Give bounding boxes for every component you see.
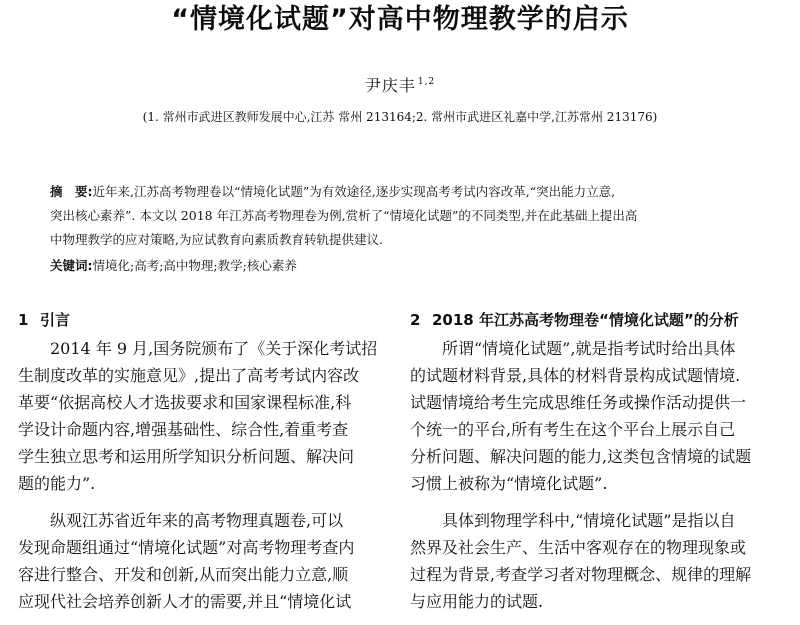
paper-title: “情境化试题”对高中物理教学的启示 <box>171 4 629 35</box>
author-name: 尹庆丰 <box>364 76 416 95</box>
author-superscript: 1,2 <box>417 77 436 87</box>
text-line: 题的能力”. <box>18 474 96 493</box>
section-title: 2018 年江苏高考物理卷“情境化试题”的分析 <box>432 311 739 329</box>
abstract-line: 中物理教学的应对策略,为应试教育向素质教育转轨提供建议. <box>50 232 383 247</box>
section-number: 1 <box>18 311 29 329</box>
abstract-line: 突出核心素养”. 本文以 2018 年江苏高考物理卷为例,赏析了“情境化试题”的不同类型,并在此基础上提出高 <box>50 208 638 223</box>
text-line: 具体到物理学科中,“情境化试题”是指以自 <box>442 511 736 530</box>
section-number: 2 <box>410 311 421 329</box>
affiliation: (1. 常州市武进区教师发展中心,江苏 常州 213164;2. 常州市武进区礼嘉中学,江苏常州 213176) <box>142 110 658 124</box>
text-line: 应现代社会培养创新人才的需要,并且“情境化试 <box>18 592 352 611</box>
text-line: 过程为背景,考查学习者对物理概念、规律的理解 <box>410 565 752 584</box>
keywords-text: 情境化;高考;高中物理;教学;核心素养 <box>92 258 297 273</box>
author-line <box>0 72 800 96</box>
text-line: 所谓“情境化试题”,就是指考试时给出具体 <box>442 339 736 358</box>
section-heading <box>18 308 390 332</box>
text-line: 发现命题组通过“情境化试题”对高考物理考查内 <box>18 538 355 557</box>
text-line: 习惯上被称为“情境化试题”. <box>410 474 608 493</box>
text-line: 生制度改革的实施意见》,提出了高考考试内容改 <box>18 366 360 385</box>
section-heading <box>410 308 782 332</box>
paragraph <box>18 507 390 615</box>
text-line: 革要“依据高校人才选拔要求和国家课程标准,科 <box>18 393 352 412</box>
right-column <box>410 308 782 625</box>
paragraph <box>410 507 782 615</box>
abstract-label: 摘 要: <box>50 184 93 199</box>
paragraph <box>410 335 782 497</box>
paragraph <box>18 335 390 497</box>
text-line: 然界及社会生产、生活中客观存在的物理现象或 <box>410 538 747 557</box>
text-line: 学生独立思考和运用所学知识分析问题、解决问 <box>18 447 355 466</box>
text-line: 学设计命题内容,增强基础性、综合性,着重考查 <box>18 420 349 439</box>
text-line: 容进行整合、开发和创新,从而突出能力立意,顺 <box>18 565 349 584</box>
text-line: 2014 年 9 月,国务院颁布了《关于深化考试招 <box>50 339 378 358</box>
abstract-text: 近年来,江苏高考物理卷以“情境化试题”为有效途径,逐步实现高考考试内容改革,“突出能力立意, <box>92 184 616 199</box>
text-line: 与应用能力的试题. <box>410 592 544 611</box>
abstract-line <box>50 180 750 204</box>
text-line: 个统一的平台,所有考生在这个平台上展示自己 <box>410 420 736 439</box>
left-column <box>18 308 390 625</box>
keywords <box>50 256 297 276</box>
text-line: 分析问题、解决问题的能力,这类包含情境的试题 <box>410 447 752 466</box>
text-line: 试题情境给考生完成思维任务或操作活动提供一 <box>410 393 747 412</box>
keywords-label: 关键词: <box>50 258 93 273</box>
text-line: 纵观江苏省近年来的高考物理真题卷,可以 <box>50 511 344 530</box>
text-line: 的试题材料背景,具体的材料背景构成试题情境. <box>410 366 741 385</box>
section-title: 引言 <box>40 311 71 329</box>
abstract <box>50 180 750 252</box>
